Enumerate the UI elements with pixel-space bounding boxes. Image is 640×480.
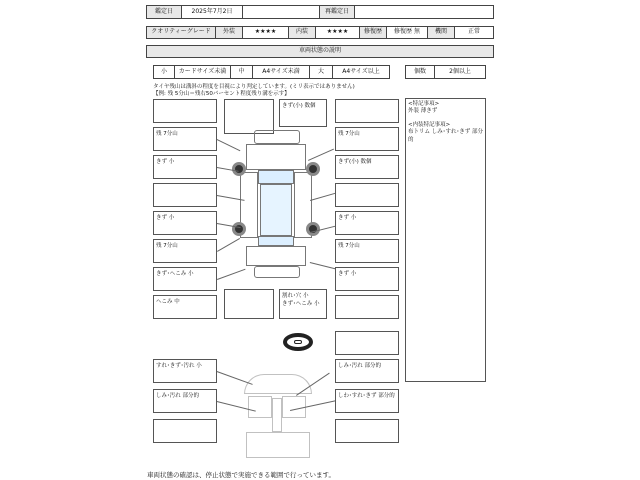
int-left-box-1: すれ･きず･汚れ 小 <box>153 359 217 383</box>
ext-left-box-6: 残 7分山 <box>153 239 217 263</box>
size-small-label: 小 <box>153 65 175 79</box>
ext-right-box-6: 残 7分山 <box>335 239 399 263</box>
ext-left-box-1 <box>153 99 217 123</box>
repair-value: 修復歴 無 <box>386 26 428 39</box>
ext-right-box-7: きず 小 <box>335 267 399 291</box>
count-value: 2個以上 <box>434 65 486 79</box>
car-diagram <box>232 130 320 280</box>
car-roof <box>260 184 292 236</box>
ext-bottom-box-3 <box>279 320 283 322</box>
special-remarks-body: 外装 薄きず <box>408 108 438 115</box>
repair-label: 修復歴 <box>359 26 387 39</box>
interior-value: ★★★★ <box>315 26 360 39</box>
int-left-box-2: しみ･汚れ 部分的 <box>153 389 217 413</box>
ext-bottom-box-2: 割れ･穴 小 きず･へこみ 小 <box>279 289 327 319</box>
ext-right-box-1 <box>335 99 399 123</box>
int-right-box-3 <box>335 419 399 443</box>
size-small-desc: カードサイズ未満 <box>174 65 231 79</box>
tire-front-right-icon <box>306 162 320 176</box>
size-large-label: 大 <box>309 65 333 79</box>
count-label: 個数 <box>405 65 435 79</box>
inspect-date-label: 鑑定日 <box>146 5 182 19</box>
interior-label: 内装 <box>288 26 316 39</box>
exterior-value: ★★★★ <box>242 26 289 39</box>
ext-left-box-2: 残 7分山 <box>153 127 217 151</box>
car-hood <box>246 144 306 170</box>
int-top-box <box>335 331 399 355</box>
reinspect-date-value <box>354 5 494 19</box>
ext-left-box-5: きず 小 <box>153 211 217 235</box>
section-title: 車両状態の説明 <box>146 45 494 58</box>
footer-note: 車両状態の確認は、停止状態で実施できる範囲で行っています。 <box>147 471 335 479</box>
ext-right-box-2: 残 7分山 <box>335 127 399 151</box>
reinspect-date-label: 再鑑定日 <box>319 5 355 19</box>
ext-left-box-3: きず 小 <box>153 155 217 179</box>
size-large-desc: A4サイズ以上 <box>332 65 390 79</box>
ext-left-box-7: きず･へこみ 小 <box>153 267 217 291</box>
int-right-box-1: しみ･汚れ 部分的 <box>335 359 399 383</box>
special-remarks-title: <特記事項> <box>408 101 440 107</box>
size-medium-desc: A4サイズ未満 <box>252 65 310 79</box>
car-rear-bumper <box>254 266 300 278</box>
interior-remarks-body: 布トリム しみ･すれ･きず 部分的 <box>408 129 483 143</box>
inspect-date-blank <box>242 5 320 19</box>
mechanic-value: 正常 <box>454 26 494 39</box>
ext-left-box-8: へこみ 中 <box>153 295 217 319</box>
interior-remarks-title: <内装特記事項> <box>408 121 451 128</box>
exterior-label: 外装 <box>215 26 243 39</box>
ext-right-box-5: きず 小 <box>335 211 399 235</box>
tire-front-left-icon <box>232 162 246 176</box>
car-windshield <box>258 170 294 184</box>
tire-note-2: 【例: 残 5分山＝残右50パーセント程度残り溝を示す】 <box>153 91 290 97</box>
steering-wheel-icon <box>283 333 313 351</box>
remarks-box <box>405 98 486 382</box>
ext-top-box-2: きず(小) 数個 <box>279 99 327 127</box>
ext-left-box-4 <box>153 183 217 207</box>
ext-top-box-1 <box>224 99 274 134</box>
mechanic-label: 機関 <box>427 26 455 39</box>
car-front-bumper <box>254 130 300 144</box>
int-left-box-3 <box>153 419 217 443</box>
ext-bottom-box-1 <box>224 289 274 319</box>
size-medium-label: 中 <box>230 65 253 79</box>
ext-right-box-8 <box>335 295 399 319</box>
ext-right-box-3: きず(小) 数個 <box>335 155 399 179</box>
int-right-box-2: しわ･すれ･きず 部分的 <box>335 389 399 413</box>
car-trunk <box>246 246 306 266</box>
tire-rear-left-icon <box>232 222 246 236</box>
tire-note-1: タイヤ残山は溝斜の程度を目視により判定しています。(ミリ表示ではありません) <box>153 84 355 90</box>
quality-grade-label: クオリティーグレード <box>146 26 216 39</box>
car-rear-window <box>258 236 294 246</box>
ext-right-box-4 <box>335 183 399 207</box>
inspect-date-value: 2025年7月2日 <box>181 5 243 19</box>
